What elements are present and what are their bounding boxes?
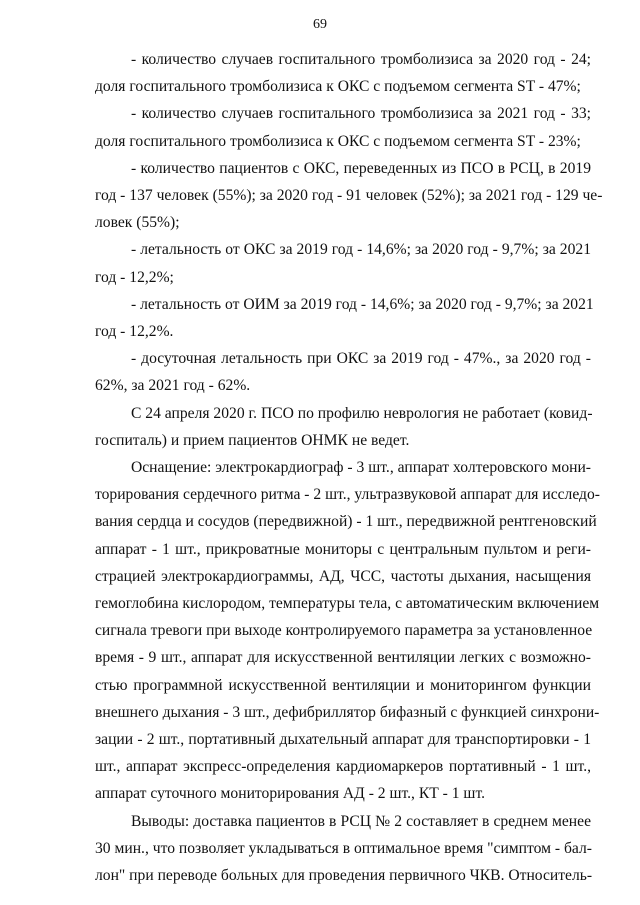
- text-line: - летальность от ОКС за 2019 год - 14,6%; за 2020 год - 9,7%; за 2021: [131, 241, 591, 259]
- text-line: - количество случаев госпитального тромболизиса за 2021 год - 33;: [131, 105, 591, 123]
- text-line: С 24 апреля 2020 г. ПСО по профилю неврология не работает (ковид-: [131, 404, 593, 422]
- text-line: - досуточная летальность при ОКС за 2019 год - 47%., за 2020 год -: [131, 350, 591, 368]
- text-line: аппарат суточного мониторирования АД - 2 шт., КТ - 1 шт.: [95, 785, 485, 803]
- text-line: Оснащение: электрокардиограф - 3 шт., аппарат холтеровского мони-: [131, 459, 591, 477]
- text-line: гемоглобина кислородом, температуры тела, с автоматическим включением: [95, 595, 600, 613]
- text-line: 62%, за 2021 год - 62%.: [95, 377, 251, 395]
- text-line: ловек (55%);: [95, 214, 180, 232]
- text-line: аппарат - 1 шт., прикроватные мониторы с центральным пультом и реги-: [95, 540, 591, 558]
- text-line: год - 12,2%.: [95, 323, 174, 341]
- paragraph-list-item: [95, 345, 591, 399]
- paragraph-list-item: [95, 155, 603, 237]
- text-line: 30 мин., что позволяет укладываться в оптимальное время "симптом - бал-: [95, 839, 592, 857]
- paragraph-list-item: [95, 100, 591, 154]
- paragraph: [95, 400, 591, 454]
- text-line: - количество случаев госпитального тромболизиса за 2020 год - 24;: [131, 51, 591, 68]
- text-line: сигнала тревоги при выходе контролируемого параметра за установленное: [95, 622, 593, 640]
- text-line: стью программной искусственной вентиляции и мониторингом функции: [95, 676, 591, 694]
- paragraph-equipment: [95, 454, 600, 808]
- text-line: госпиталь) и прием пациентов ОНМК не ведет.: [95, 431, 410, 449]
- text-line: - летальность от ОИМ за 2019 год - 14,6%; за 2020 год - 9,7%; за 2021: [131, 295, 594, 313]
- document-body: [95, 46, 603, 889]
- paragraph-list-item: [95, 291, 594, 345]
- text-line: год - 137 человек (55%); за 2020 год - 91 человек (52%); за 2021 год - 129 че-: [95, 187, 603, 205]
- paragraph-list-item: [95, 46, 591, 100]
- text-line: доля госпитального тромболизиса к ОКС с подъемом сегмента ST - 23%;: [95, 132, 581, 150]
- text-line: вания сердца и сосудов (передвижной) - 1 шт., передвижной рентгеновский: [95, 513, 597, 531]
- text-line: время - 9 шт., аппарат для искусственной вентиляции легких с возможно-: [95, 649, 591, 667]
- paragraph-conclusions: [95, 808, 591, 890]
- text-line: год - 12,2%;: [95, 268, 174, 286]
- text-line: торирования сердечного ритма - 2 шт., ультразвуковой аппарат для исследо-: [95, 486, 600, 504]
- text-line: страцией электрокардиограммы, АД, ЧСС, частоты дыхания, насыщения: [95, 567, 591, 585]
- text-line: доля госпитального тромболизиса к ОКС с подъемом сегмента ST - 47%;: [95, 78, 581, 96]
- text-line: внешнего дыхания - 3 шт., дефибриллятор бифазный с функцией синхрони-: [95, 703, 600, 721]
- text-line: шт., аппарат экспресс-определения кардиомаркеров портативный - 1 шт.,: [95, 758, 591, 776]
- text-line: Выводы: доставка пациентов в РСЦ № 2 составляет в среднем менее: [131, 812, 591, 830]
- page-number: 69: [313, 17, 327, 32]
- paragraph-list-item: [95, 236, 591, 290]
- text-line: - количество пациентов с ОКС, переведенных из ПСО в РСЦ, в 2019: [131, 159, 591, 177]
- text-line: лон" при переводе больных для проведения первичного ЧКВ. Относитель-: [95, 867, 593, 885]
- text-line: зации - 2 шт., портативный дыхательный аппарат для транспортировки - 1: [95, 731, 591, 749]
